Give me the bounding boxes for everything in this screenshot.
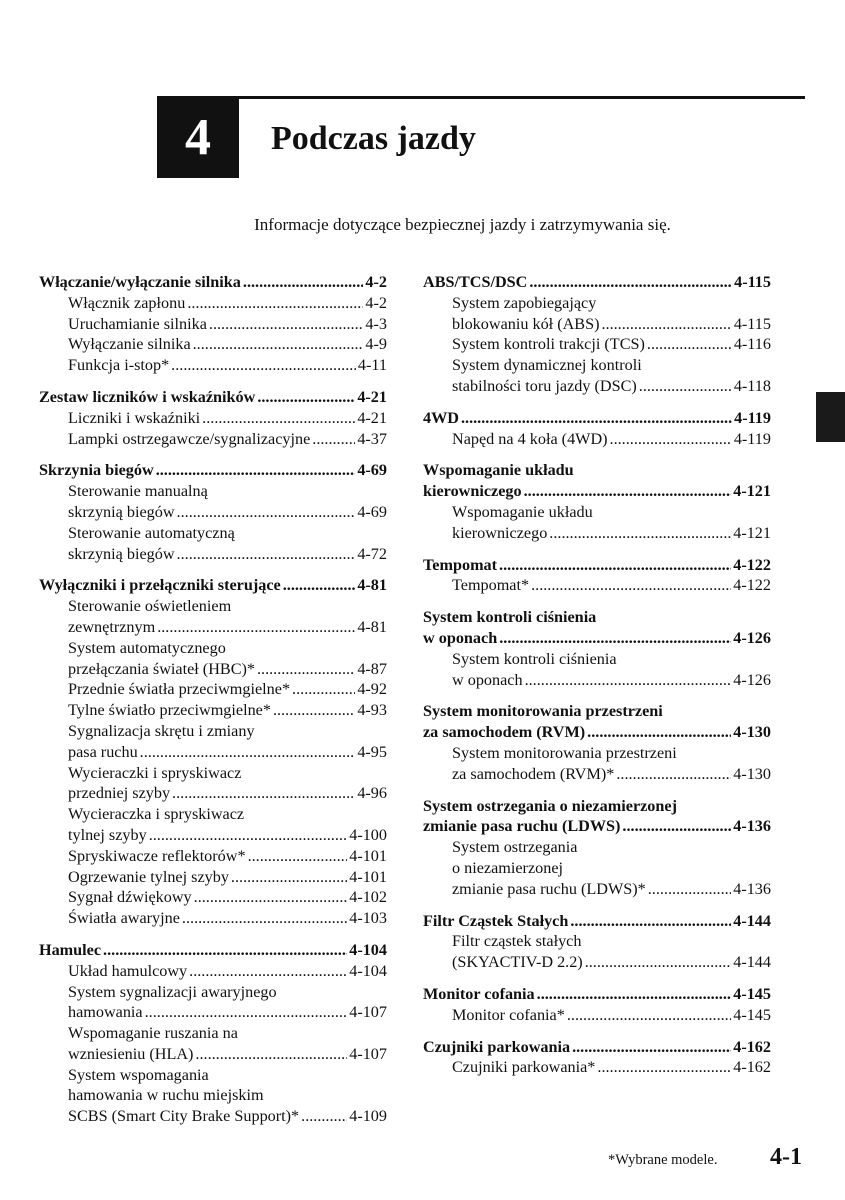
toc-left-column xyxy=(39,272,387,1138)
toc-entry-label: przełączania świateł (HBC)* xyxy=(68,659,255,678)
dot-leader xyxy=(231,867,347,888)
toc-page-ref: 4-162 xyxy=(733,1058,771,1077)
dot-leader xyxy=(531,575,731,596)
dot-leader xyxy=(189,961,347,982)
toc-page-ref: 4-92 xyxy=(357,680,387,699)
toc-entry-label: za samochodem (RVM)* xyxy=(452,764,615,783)
toc-page-ref: 4-101 xyxy=(349,867,387,886)
toc-heading[interactable] xyxy=(423,628,771,649)
dot-leader xyxy=(525,670,732,691)
dot-leader xyxy=(292,679,355,700)
toc-entry-label: wzniesieniu (HLA) xyxy=(68,1044,194,1063)
toc-page-ref: 4-136 xyxy=(733,817,771,836)
toc-section xyxy=(423,607,771,690)
toc-page-ref: 4-126 xyxy=(733,670,771,689)
dot-leader xyxy=(257,387,355,408)
toc-entry[interactable] xyxy=(423,1005,771,1026)
toc-entry[interactable] xyxy=(39,867,387,888)
toc-page-ref: 4-115 xyxy=(733,314,771,333)
toc-entry-label: Filtr cząstek stałych xyxy=(452,932,582,951)
toc-page-ref: 4-101 xyxy=(349,846,387,865)
toc-entry-label: Włączanie/wyłączanie silnika xyxy=(39,273,241,291)
dot-leader xyxy=(172,783,355,804)
toc-entry[interactable] xyxy=(39,804,387,825)
toc-entry[interactable] xyxy=(423,575,771,596)
toc-section xyxy=(423,911,771,973)
toc-heading[interactable] xyxy=(39,575,387,596)
dot-leader xyxy=(140,742,356,763)
toc-page-ref: 4-119 xyxy=(734,408,771,427)
dot-leader xyxy=(248,846,348,867)
toc-page-ref: 4-104 xyxy=(349,940,387,959)
toc-page-ref: 4-87 xyxy=(357,659,387,678)
toc-section xyxy=(423,984,771,1026)
toc-entry-label: Wspomaganie układu xyxy=(452,502,593,521)
toc-entry[interactable] xyxy=(39,700,387,721)
chapter-tab-marker xyxy=(816,392,845,442)
toc-entry-label: hamowania w ruchu miejskim xyxy=(68,1086,264,1105)
toc-entry-label: Liczniki i wskaźniki xyxy=(68,408,201,427)
toc-entry[interactable] xyxy=(39,1106,387,1127)
toc-entry-label: o niezamierzonej xyxy=(452,858,564,877)
toc-entry-label: Lampki ostrzegawcze/sygnalizacyjne xyxy=(68,429,311,448)
dot-leader xyxy=(149,825,348,846)
toc-heading[interactable] xyxy=(423,460,771,481)
toc-entry-label: Uruchamianie silnika xyxy=(68,314,207,333)
toc-entry-label: zmianie pasa ruchu (LDWS)* xyxy=(452,879,646,898)
toc-entry[interactable] xyxy=(39,1065,387,1086)
toc-entry-label: System automatycznego xyxy=(68,638,226,657)
dot-leader xyxy=(499,555,731,576)
toc-entry-label: stabilności toru jazdy (DSC) xyxy=(452,376,637,395)
toc-page-ref: 4-103 xyxy=(349,909,387,928)
chapter-subtitle: Informacje dotyczące bezpiecznej jazdy i zatrzymywania się. xyxy=(254,215,671,234)
dot-leader xyxy=(209,314,364,335)
toc-entry-label: Sterowanie oświetleniem xyxy=(68,597,232,616)
toc-page-ref: 4-122 xyxy=(733,576,771,595)
toc-entry[interactable] xyxy=(39,293,387,314)
toc-page-ref: 4-144 xyxy=(733,911,771,930)
toc-entry-label: System ostrzegania xyxy=(452,838,578,857)
toc-section xyxy=(39,575,387,929)
dot-leader xyxy=(585,952,732,973)
toc-entry[interactable] xyxy=(39,1044,387,1065)
toc-heading[interactable] xyxy=(423,911,771,932)
dot-leader xyxy=(597,1057,731,1078)
toc-entry-label: hamowania xyxy=(68,1003,143,1022)
toc-entry[interactable] xyxy=(423,837,771,858)
dot-leader xyxy=(157,617,355,638)
toc-entry[interactable] xyxy=(423,1057,771,1078)
dot-leader xyxy=(103,940,347,961)
dot-leader xyxy=(601,314,731,335)
dot-leader xyxy=(301,1106,347,1127)
toc-page-ref: 4-162 xyxy=(733,1037,771,1056)
toc-entry-label: Ogrzewanie tylnej szyby xyxy=(68,867,229,886)
dot-leader xyxy=(202,408,355,429)
dot-leader xyxy=(499,628,731,649)
toc-page-ref: 4-116 xyxy=(733,335,771,354)
toc-entry[interactable] xyxy=(423,355,771,376)
toc-entry-label: Sygnalizacja skrętu i zmiany xyxy=(68,721,255,740)
toc-page-ref: 4-145 xyxy=(733,984,771,1003)
toc-heading[interactable] xyxy=(423,272,771,293)
toc-page-ref: 4-115 xyxy=(734,273,771,291)
dot-leader xyxy=(177,544,356,565)
dot-leader xyxy=(549,523,731,544)
toc-page-ref: 4-81 xyxy=(357,617,387,636)
chapter-title: Podczas jazdy xyxy=(271,120,476,157)
toc-entry-label: blokowaniu kół (ABS) xyxy=(452,314,600,333)
dot-leader xyxy=(145,1002,348,1023)
toc-page-ref: 4-104 xyxy=(349,961,387,980)
toc-entry-label: zmianie pasa ruchu (LDWS) xyxy=(423,817,621,836)
toc-page-ref: 4-107 xyxy=(349,1044,387,1063)
toc-entry-label: kierowniczego xyxy=(452,523,548,542)
toc-section xyxy=(39,387,387,449)
toc-entry-label: Układ hamulcowy xyxy=(68,961,188,980)
toc-entry[interactable] xyxy=(39,481,387,502)
toc-entry-label: skrzynią biegów xyxy=(68,544,175,563)
toc-entry-label: Włącznik zapłonu xyxy=(68,293,186,312)
dot-leader xyxy=(177,502,356,523)
dot-leader xyxy=(524,481,732,502)
toc-entry-label: System monitorowania przestrzeni xyxy=(452,743,677,762)
toc-entry[interactable] xyxy=(39,334,387,355)
dot-leader xyxy=(616,764,731,785)
toc-entry[interactable] xyxy=(423,931,771,952)
toc-page-ref: 4-69 xyxy=(357,461,387,480)
dot-leader xyxy=(461,408,732,429)
toc-entry[interactable] xyxy=(423,429,771,450)
toc-heading[interactable] xyxy=(423,607,771,628)
toc-entry[interactable] xyxy=(39,355,387,376)
toc-entry[interactable] xyxy=(423,293,771,314)
toc-entry-label: Wycieraczka i spryskiwacz xyxy=(68,805,245,824)
dot-leader xyxy=(156,460,356,481)
toc-page-ref: 4-121 xyxy=(733,482,771,501)
toc-section xyxy=(423,796,771,900)
toc-entry[interactable] xyxy=(39,846,387,867)
toc-right-column xyxy=(423,272,771,1089)
toc-section xyxy=(39,460,387,564)
dot-leader xyxy=(622,816,731,837)
toc-page-ref: 4-3 xyxy=(365,314,387,333)
toc-entry-label: Monitor cofania* xyxy=(452,1005,565,1024)
toc-page-ref: 4-11 xyxy=(357,356,387,375)
toc-entry-label: za samochodem (RVM) xyxy=(423,723,586,742)
toc-page-ref: 4-130 xyxy=(733,764,771,783)
toc-entry[interactable] xyxy=(39,961,387,982)
dot-leader xyxy=(647,334,732,355)
dot-leader xyxy=(529,272,732,293)
toc-entry-label: Funkcja i-stop* xyxy=(68,356,170,375)
toc-entry-label: Sygnał dźwiękowy xyxy=(68,888,192,907)
toc-entry[interactable] xyxy=(39,523,387,544)
toc-page-ref: 4-100 xyxy=(349,825,387,844)
chapter-number-box xyxy=(157,96,239,178)
toc-entry[interactable] xyxy=(39,1002,387,1023)
toc-entry-label: System monitorowania przestrzeni xyxy=(423,702,663,721)
toc-entry-label: Tempomat xyxy=(423,555,498,574)
toc-page-ref: 4-122 xyxy=(733,555,771,574)
dot-leader xyxy=(312,429,355,450)
dot-leader xyxy=(182,908,347,929)
toc-entry[interactable] xyxy=(39,617,387,638)
toc-heading[interactable] xyxy=(39,940,387,961)
toc-heading[interactable] xyxy=(39,387,387,408)
dot-leader xyxy=(243,272,364,293)
toc-entry-label: Wspomaganie ruszania na xyxy=(68,1024,238,1043)
toc-heading[interactable] xyxy=(423,481,771,502)
toc-entry-label: SCBS (Smart City Brake Support)* xyxy=(68,1107,300,1126)
dot-leader xyxy=(567,1005,731,1026)
toc-entry[interactable] xyxy=(39,742,387,763)
toc-entry[interactable] xyxy=(423,879,771,900)
toc-heading[interactable] xyxy=(423,722,771,743)
toc-entry-label: Wycieraczki i spryskiwacz xyxy=(68,763,242,782)
toc-entry[interactable] xyxy=(423,334,771,355)
toc-entry-label: System kontroli ciśnienia xyxy=(423,608,597,627)
toc-section xyxy=(423,460,771,543)
toc-entry[interactable] xyxy=(39,429,387,450)
toc-entry-label: System zapobiegający xyxy=(452,293,597,312)
toc-entry-label: System kontroli ciśnienia xyxy=(452,649,617,668)
toc-heading[interactable] xyxy=(423,701,771,722)
toc-section xyxy=(39,272,387,376)
toc-entry[interactable] xyxy=(423,743,771,764)
toc-section xyxy=(423,555,771,597)
chapter-number: 4 xyxy=(185,108,211,166)
toc-section xyxy=(39,940,387,1127)
toc-section xyxy=(423,701,771,784)
toc-entry-label: Wspomaganie układu xyxy=(423,461,574,480)
toc-page-ref: 4-2 xyxy=(365,273,387,291)
toc-entry[interactable] xyxy=(39,783,387,804)
toc-section xyxy=(423,408,771,450)
toc-entry-label: System wspomagania xyxy=(68,1065,209,1084)
toc-heading[interactable] xyxy=(423,816,771,837)
toc-page-ref: 4-96 xyxy=(357,784,387,803)
toc-page-ref: 4-21 xyxy=(357,387,387,406)
toc-entry[interactable] xyxy=(423,670,771,691)
toc-entry[interactable] xyxy=(39,544,387,565)
toc-entry[interactable] xyxy=(39,596,387,617)
toc-entry-label: Napęd na 4 koła (4WD) xyxy=(452,429,608,448)
dot-leader xyxy=(283,575,356,596)
toc-page-ref: 4-81 xyxy=(357,576,387,595)
toc-page-ref: 4-69 xyxy=(357,502,387,521)
toc-page-ref: 4-93 xyxy=(357,701,387,720)
toc-page-ref: 4-119 xyxy=(733,429,771,448)
toc-entry[interactable] xyxy=(39,721,387,742)
toc-entry[interactable] xyxy=(423,858,771,879)
dot-leader xyxy=(570,911,731,932)
toc-section xyxy=(423,272,771,397)
toc-heading[interactable] xyxy=(39,460,387,481)
toc-page-ref: 4-9 xyxy=(365,335,387,354)
toc-entry-label: przedniej szyby xyxy=(68,784,171,803)
toc-page-ref: 4-145 xyxy=(733,1005,771,1024)
toc-page-ref: 4-72 xyxy=(357,544,387,563)
toc-page-ref: 4-144 xyxy=(733,953,771,972)
toc-page-ref: 4-2 xyxy=(365,293,387,312)
toc-entry[interactable] xyxy=(423,523,771,544)
page-number: 4-1 xyxy=(770,1144,802,1170)
dot-leader xyxy=(187,293,363,314)
toc-entry-label: Filtr Cząstek Stałych xyxy=(423,911,569,930)
toc-entry-label: System ostrzegania o niezamierzonej xyxy=(423,796,677,815)
toc-page-ref: 4-95 xyxy=(357,742,387,761)
toc-entry-label: ABS/TCS/DSC xyxy=(423,273,528,291)
toc-page-ref: 4-130 xyxy=(733,723,771,742)
toc-heading[interactable] xyxy=(39,272,387,293)
dot-leader xyxy=(587,722,731,743)
dot-leader xyxy=(639,376,732,397)
toc-entry-label: Sterowanie manualną xyxy=(68,482,208,501)
toc-entry[interactable] xyxy=(39,408,387,429)
toc-entry[interactable] xyxy=(39,502,387,523)
toc-entry[interactable] xyxy=(39,1085,387,1106)
toc-entry-label: w oponach xyxy=(452,670,523,689)
toc-entry[interactable] xyxy=(39,982,387,1003)
toc-entry[interactable] xyxy=(39,825,387,846)
dot-leader xyxy=(257,659,355,680)
toc-entry[interactable] xyxy=(39,314,387,335)
dot-leader xyxy=(273,700,355,721)
toc-heading[interactable] xyxy=(423,408,771,429)
toc-entry[interactable] xyxy=(39,679,387,700)
toc-entry-label: Hamulec xyxy=(39,940,102,959)
dot-leader xyxy=(572,1037,731,1058)
dot-leader xyxy=(610,429,732,450)
toc-entry-label: System sygnalizacji awaryjnego xyxy=(68,982,277,1001)
toc-entry-label: Światła awaryjne xyxy=(68,909,180,928)
toc-heading[interactable] xyxy=(423,796,771,817)
toc-section xyxy=(423,1037,771,1079)
toc-entry-label: tylnej szyby xyxy=(68,825,147,844)
toc-page-ref: 4-136 xyxy=(733,879,771,898)
toc-page-ref: 4-126 xyxy=(733,628,771,647)
toc-page-ref: 4-21 xyxy=(357,408,387,427)
toc-page-ref: 4-107 xyxy=(349,1003,387,1022)
toc-entry-label: 4WD xyxy=(423,408,459,427)
toc-entry-label: Sterowanie automatyczną xyxy=(68,523,235,542)
toc-entry[interactable] xyxy=(39,763,387,784)
toc-entry-label: Skrzynia biegów xyxy=(39,461,154,480)
toc-entry-label: (SKYACTIV-D 2.2) xyxy=(452,953,583,972)
top-rule xyxy=(157,96,805,99)
toc-entry[interactable] xyxy=(423,314,771,335)
toc-entry[interactable] xyxy=(423,764,771,785)
dot-leader xyxy=(537,984,732,1005)
toc-entry-label: kierowniczego xyxy=(423,482,522,501)
toc-entry[interactable] xyxy=(39,908,387,929)
footer-note: *Wybrane modele. xyxy=(608,1152,718,1168)
toc-entry-label: System dynamicznej kontroli xyxy=(452,356,642,375)
toc-entry[interactable] xyxy=(39,638,387,659)
toc-heading[interactable] xyxy=(423,1037,771,1058)
toc-entry-label: System kontroli trakcji (TCS) xyxy=(452,335,645,354)
toc-heading[interactable] xyxy=(423,555,771,576)
toc-entry-label: Monitor cofania xyxy=(423,984,535,1003)
toc-entry-label: w oponach xyxy=(423,628,498,647)
toc-entry[interactable] xyxy=(423,376,771,397)
toc-entry-label: pasa ruchu xyxy=(68,742,138,761)
dot-leader xyxy=(194,887,348,908)
dot-leader xyxy=(195,1044,347,1065)
toc-entry-label: zewnętrznym xyxy=(68,617,156,636)
toc-entry-label: skrzynią biegów xyxy=(68,502,175,521)
toc-entry[interactable] xyxy=(39,887,387,908)
toc-page-ref: 4-102 xyxy=(349,888,387,907)
dot-leader xyxy=(648,879,732,900)
toc-entry[interactable] xyxy=(423,502,771,523)
toc-entry-label: Tempomat* xyxy=(452,576,530,595)
toc-page-ref: 4-118 xyxy=(733,376,771,395)
toc-page-ref: 4-121 xyxy=(733,523,771,542)
toc-heading[interactable] xyxy=(423,984,771,1005)
toc-entry[interactable] xyxy=(39,659,387,680)
toc-entry-label: Czujniki parkowania* xyxy=(452,1058,596,1077)
dot-leader xyxy=(171,355,356,376)
toc-entry-label: Tylne światło przeciwmgielne* xyxy=(68,701,271,720)
toc-entry-label: Przednie światła przeciwmgielne* xyxy=(68,680,291,699)
toc-entry-label: Wyłączniki i przełączniki sterujące xyxy=(39,576,281,595)
toc-entry-label: Czujniki parkowania xyxy=(423,1037,571,1056)
dot-leader xyxy=(193,334,364,355)
toc-entry-label: Zestaw liczników i wskaźników xyxy=(39,387,256,406)
toc-entry[interactable] xyxy=(39,1023,387,1044)
toc-entry[interactable] xyxy=(423,952,771,973)
toc-page-ref: 4-109 xyxy=(349,1107,387,1126)
toc-entry-label: Wyłączanie silnika xyxy=(68,335,191,354)
toc-entry-label: Spryskiwacze reflektorów* xyxy=(68,846,246,865)
toc-entry[interactable] xyxy=(423,649,771,670)
toc-page-ref: 4-37 xyxy=(357,429,387,448)
